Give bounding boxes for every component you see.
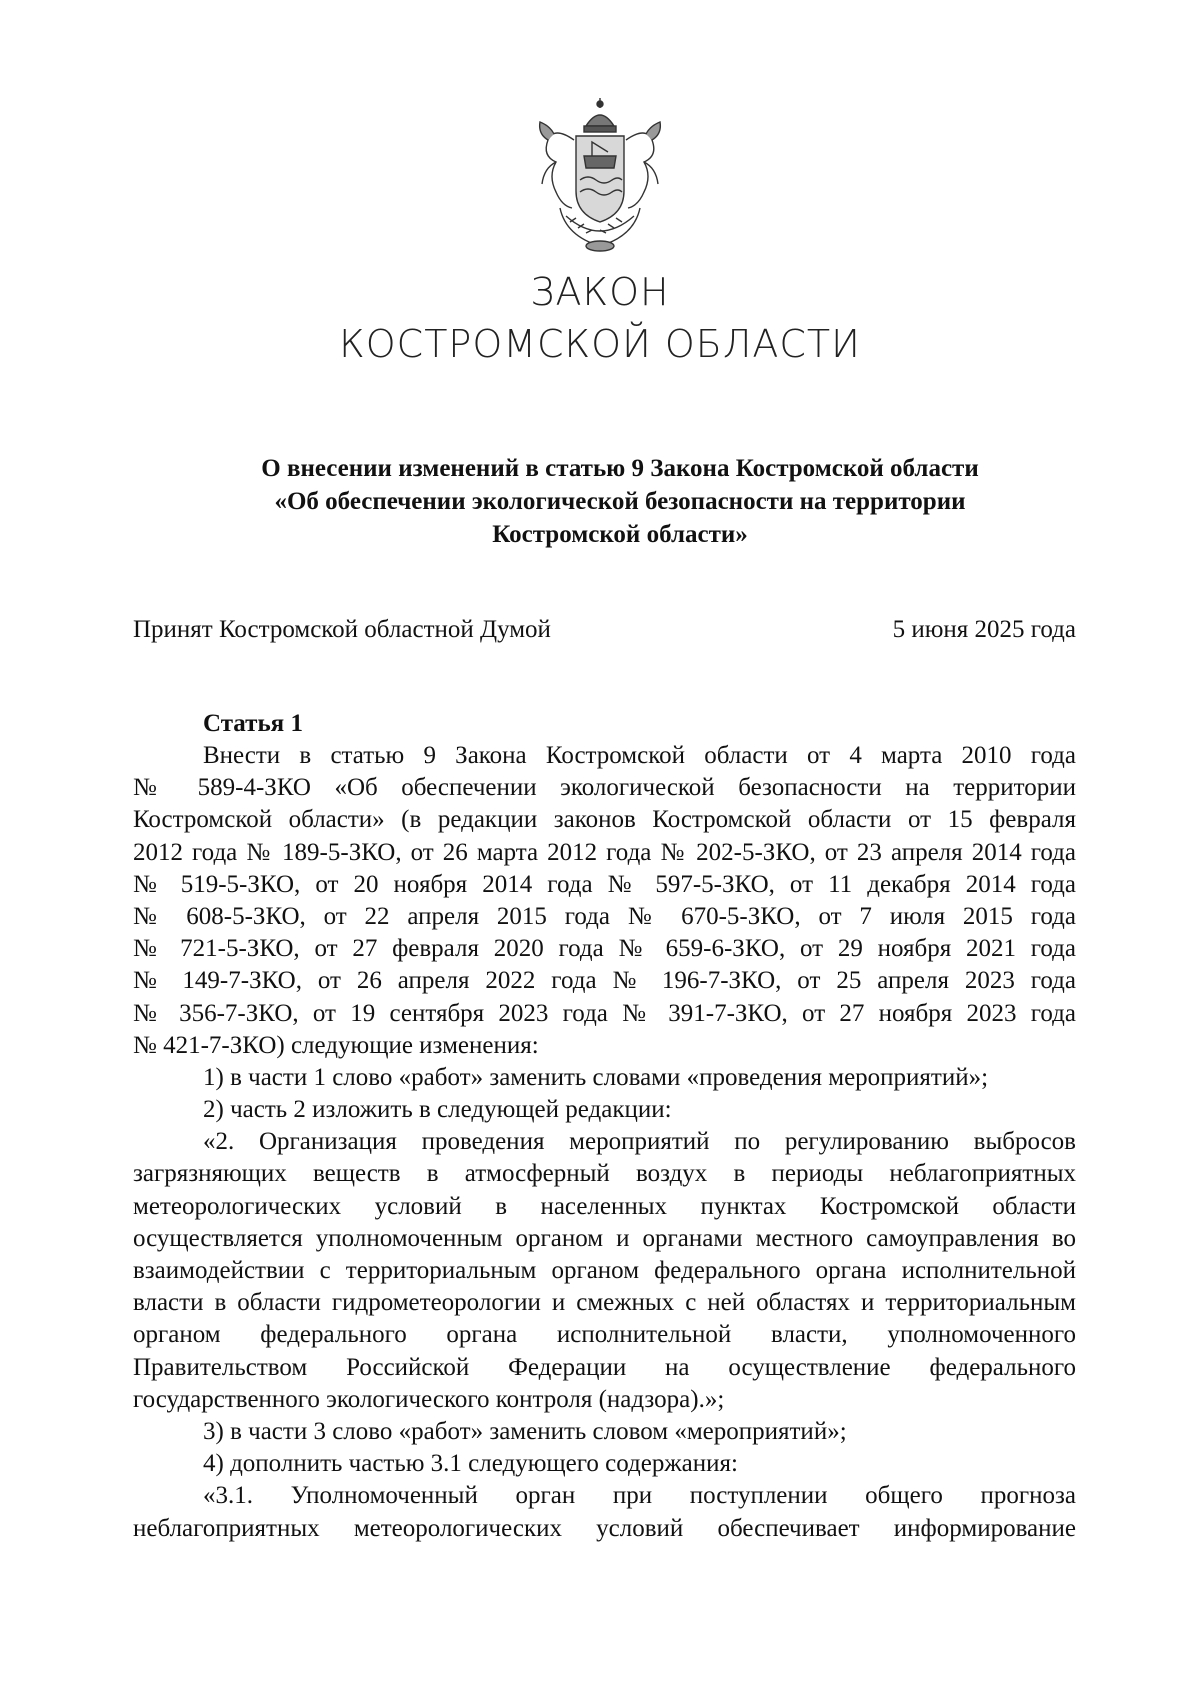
body-line: государственного экологического контроля (надзора).»; [133,1385,725,1413]
subject-line: «Об обеспечении экологической безопасности на территории [274,488,966,515]
body-line: «2. Организация проведения мероприятий по регулированию выбросов [203,1128,1076,1156]
list-item: 3) в части 3 слово «работ» заменить словом «мероприятий»; [203,1417,847,1445]
body-line: № 608-5-ЗКО, от 22 апреля 2015 года № 670-5-ЗКО, от 7 июля 2015 года [133,902,1076,930]
body-line: загрязняющих веществ в атмосферный воздух в периоды неблагоприятных [133,1160,1076,1188]
law-subject [180,452,1060,551]
body-line: Правительством Российской Федерации на осуществление федерального [133,1353,1076,1381]
body-line: № 519-5-ЗКО, от 20 ноября 2014 года № 597-5-ЗКО, от 11 декабря 2014 года [133,870,1076,898]
body-line: осуществляется уполномоченным органом и органами местного самоуправления во [133,1224,1076,1252]
body-line: № 356-7-ЗКО, от 19 сентября 2023 года № 391-7-ЗКО, от 27 ноября 2023 года [133,999,1076,1027]
adoption-date: 5 июня 2025 года [892,616,1076,643]
body-line: метеорологических условий в населенных пунктах Костромской области [133,1192,1076,1220]
body-line: Внести в статью 9 Закона Костромской области от 4 марта 2010 года [203,742,1076,769]
law-heading: ЗАКОН [530,270,670,314]
article-body [133,740,1076,1545]
body-line: Костромской области» (в редакции законов Костромской области от 15 февраля [133,806,1076,834]
body-line: № 421-7-ЗКО) следующие изменения: [133,1031,539,1059]
body-line: взаимодействии с территориальным органом федерального органа исполнительной [133,1257,1076,1284]
region-heading: КОСТРОМСКОЙ ОБЛАСТИ [339,322,861,366]
body-line: «3.1. Уполномоченный орган при поступлении общего прогноза [203,1482,1076,1510]
body-line: № 589-4-ЗКО «Об обеспечении экологической безопасности на территории [133,774,1076,802]
body-line: 2012 года № 189-5-ЗКО, от 26 марта 2012 года № 202-5-ЗКО, от 23 апреля 2014 года [133,838,1076,866]
body-line: органом федерального органа исполнительной власти, уполномоченного [133,1321,1076,1349]
subject-line: О внесении изменений в статью 9 Закона Костромской области [261,455,979,482]
article-title: Статья 1 [203,710,303,737]
body-line: № 721-5-ЗКО, от 27 февраля 2020 года № 659-6-ЗКО, от 29 ноября 2021 года [133,935,1076,963]
body-line: № 149-7-ЗКО, от 26 апреля 2022 года № 196-7-ЗКО, от 25 апреля 2023 года [133,967,1076,995]
list-item: 2) часть 2 изложить в следующей редакции: [203,1096,672,1124]
list-item: 4) дополнить частью 3.1 следующего содержания: [203,1450,738,1478]
list-item: 1) в части 1 слово «работ» заменить словами «проведения мероприятий»; [203,1063,989,1091]
body-line: власти в области гидрометеорологии и смежных с ней областях и территориальным [133,1289,1076,1317]
body-line: неблагоприятных метеорологических условий обеспечивает информирование [133,1514,1076,1542]
kostroma-coat-of-arms-icon [526,96,674,256]
adoption-text: Принят Костромской областной Думой [133,616,551,643]
subject-line: Костромской области» [492,521,748,548]
